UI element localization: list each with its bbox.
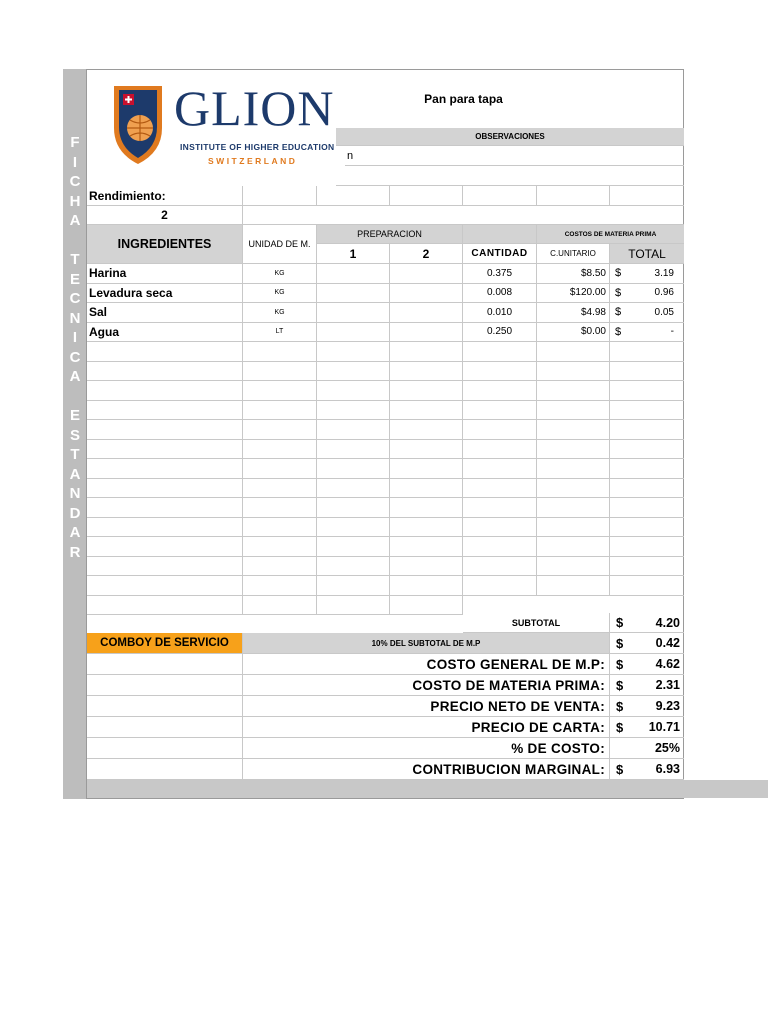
table-cell[interactable]: [317, 537, 390, 557]
table-cell[interactable]: [317, 498, 390, 518]
quantity-header: CANTIDAD: [463, 244, 537, 264]
ingredient-name[interactable]: Levadura seca: [87, 284, 243, 304]
side-title-letter: T: [70, 446, 80, 463]
subtotal-cell: [610, 613, 684, 633]
table-cell[interactable]: [87, 381, 243, 401]
table-cell[interactable]: [537, 459, 610, 479]
table-cell[interactable]: [390, 498, 463, 518]
summary-blank: [87, 675, 243, 696]
footer-strip: [87, 780, 768, 798]
table-cell[interactable]: [463, 440, 537, 460]
service-label: COMBOY DE SERVICIO: [87, 633, 243, 654]
table-cell[interactable]: [537, 537, 610, 557]
side-title-letter: R: [69, 543, 81, 561]
summary-currency: $: [616, 719, 624, 735]
table-cell[interactable]: [537, 420, 610, 440]
table-cell[interactable]: [243, 381, 317, 401]
subtotal-value: 4.20: [655, 615, 680, 630]
table-cell[interactable]: [243, 518, 317, 538]
prep-1-header: 1: [317, 244, 390, 264]
summary-value-cell[interactable]: [610, 675, 684, 696]
table-cell[interactable]: [317, 420, 390, 440]
table-cell[interactable]: [463, 401, 537, 421]
logo-wordmark: GLION: [174, 80, 335, 136]
table-cell[interactable]: [317, 557, 390, 577]
table-cell[interactable]: [390, 596, 463, 616]
raw-costs-header: COSTOS DE MATERIA PRIMA: [537, 225, 684, 244]
table-cell[interactable]: [87, 342, 243, 362]
side-title-letter: C: [69, 173, 81, 190]
summary-currency: $: [616, 656, 624, 672]
table-cell[interactable]: [243, 342, 317, 362]
table-cell[interactable]: [537, 576, 610, 596]
table-cell[interactable]: [463, 362, 537, 382]
grid-cell: [537, 186, 610, 206]
ingredient-unit-cost[interactable]: $120.00: [537, 284, 610, 304]
table-cell[interactable]: [317, 342, 390, 362]
table-cell[interactable]: [463, 537, 537, 557]
grid-cell: [463, 186, 537, 206]
summary-blank: [87, 738, 243, 759]
side-title-letter: H: [69, 192, 81, 210]
ingredient-total-value: 0.96: [654, 287, 674, 299]
table-cell[interactable]: [317, 323, 390, 343]
table-cell[interactable]: [610, 362, 684, 382]
table-cell[interactable]: [537, 557, 610, 577]
table-cell[interactable]: [317, 479, 390, 499]
side-title-letter: N: [69, 309, 81, 327]
side-title-letter: A: [69, 465, 81, 483]
ingredient-total-value: -: [670, 326, 674, 338]
ingredient-quantity[interactable]: 0.008: [463, 284, 537, 304]
table-cell[interactable]: [390, 479, 463, 499]
table-cell[interactable]: [463, 557, 537, 577]
summary-value: 10.71: [648, 720, 680, 734]
table-cell[interactable]: [610, 518, 684, 538]
ingredient-quantity[interactable]: 0.250: [463, 323, 537, 343]
table-cell[interactable]: [317, 459, 390, 479]
summary-value: 25%: [654, 741, 680, 755]
table-cell[interactable]: [317, 362, 390, 382]
side-title-letter: A: [69, 368, 81, 385]
yield-label: Rendimiento:: [87, 186, 243, 206]
ingredient-unit[interactable]: LT: [243, 323, 317, 343]
summary-value: 6.93: [655, 762, 680, 776]
ingredient-name[interactable]: Agua: [87, 323, 243, 343]
summary-value-cell[interactable]: [610, 696, 684, 717]
table-cell[interactable]: [317, 303, 390, 323]
table-cell[interactable]: [243, 576, 317, 596]
summary-label: % DE COSTO:: [243, 738, 610, 759]
logo-country: SWITZERLAND: [208, 156, 298, 166]
ingredient-unit-cost[interactable]: $0.00: [537, 323, 610, 343]
table-cell[interactable]: [87, 420, 243, 440]
summary-value-cell[interactable]: [610, 717, 684, 738]
unit-cost-header: C.UNITARIO: [537, 244, 610, 264]
table-cell[interactable]: [87, 401, 243, 421]
table-cell[interactable]: [87, 518, 243, 538]
summary-value: 2.31: [655, 678, 680, 692]
table-cell[interactable]: [317, 381, 390, 401]
table-cell[interactable]: [537, 401, 610, 421]
table-cell[interactable]: [463, 498, 537, 518]
ingredient-total-value: 3.19: [654, 267, 674, 279]
table-cell[interactable]: [537, 498, 610, 518]
table-cell[interactable]: [390, 459, 463, 479]
summary-value-cell[interactable]: [610, 759, 684, 780]
shield-icon: [110, 82, 166, 166]
table-cell[interactable]: [463, 420, 537, 440]
table-cell[interactable]: [390, 381, 463, 401]
table-cell[interactable]: [317, 284, 390, 304]
table-cell[interactable]: [463, 342, 537, 362]
unit-header: UNIDAD DE M.: [243, 225, 317, 264]
table-cell[interactable]: [390, 420, 463, 440]
table-cell[interactable]: [317, 576, 390, 596]
table-cell[interactable]: [390, 557, 463, 577]
subtotal-currency: $: [616, 615, 624, 630]
summary-currency: $: [616, 677, 624, 693]
table-cell[interactable]: [610, 537, 684, 557]
ingredient-unit[interactable]: KG: [243, 303, 317, 323]
table-cell[interactable]: [463, 576, 537, 596]
table-cell[interactable]: [87, 459, 243, 479]
summary-blank: [87, 717, 243, 738]
ingredient-total[interactable]: [610, 264, 684, 284]
table-cell[interactable]: [537, 342, 610, 362]
table-cell[interactable]: [610, 498, 684, 518]
table-cell[interactable]: [243, 459, 317, 479]
ingredient-name[interactable]: Sal: [87, 303, 243, 323]
service-note: 10% DEL SUBTOTAL DE M.P: [243, 633, 610, 654]
table-cell[interactable]: [390, 284, 463, 304]
table-cell[interactable]: [317, 596, 390, 616]
table-cell[interactable]: [390, 440, 463, 460]
ingredient-total-value: 0.05: [654, 306, 674, 318]
table-cell[interactable]: [463, 518, 537, 538]
table-cell[interactable]: [610, 459, 684, 479]
table-cell[interactable]: [390, 362, 463, 382]
table-cell[interactable]: [243, 401, 317, 421]
table-cell[interactable]: [87, 596, 243, 616]
table-cell[interactable]: [610, 342, 684, 362]
table-cell[interactable]: [243, 362, 317, 382]
service-currency: $: [616, 635, 624, 651]
side-title-letter: C: [69, 348, 81, 366]
side-title-letter: F: [70, 134, 80, 151]
table-cell[interactable]: [610, 576, 684, 596]
grid-cell: [317, 186, 390, 206]
grid-cell: [243, 186, 317, 206]
yield-value[interactable]: 2: [87, 206, 243, 225]
ingredient-quantity[interactable]: 0.375: [463, 264, 537, 284]
table-cell[interactable]: [243, 596, 317, 616]
table-cell[interactable]: [390, 342, 463, 362]
table-cell[interactable]: [87, 362, 243, 382]
table-cell[interactable]: [317, 401, 390, 421]
ingredient-unit[interactable]: KG: [243, 284, 317, 304]
total-header: TOTAL: [610, 244, 684, 264]
table-cell[interactable]: [243, 440, 317, 460]
table-cell[interactable]: [87, 537, 243, 557]
service-cell: [610, 633, 684, 654]
table-cell[interactable]: [610, 479, 684, 499]
table-cell[interactable]: [317, 440, 390, 460]
observations-field-2[interactable]: [336, 166, 684, 186]
side-title-letter: A: [69, 524, 81, 541]
summary-label: PRECIO NETO DE VENTA:: [243, 696, 610, 717]
side-title-letter: I: [72, 329, 78, 346]
table-cell[interactable]: [87, 440, 243, 460]
summary-label: COSTO GENERAL DE M.P:: [243, 654, 610, 675]
table-cell[interactable]: [243, 420, 317, 440]
table-cell[interactable]: [463, 381, 537, 401]
subtotal-label: SUBTOTAL: [463, 613, 610, 633]
service-value: 0.42: [655, 636, 680, 650]
summary-blank: [87, 654, 243, 675]
table-cell[interactable]: [390, 264, 463, 284]
table-cell[interactable]: [537, 479, 610, 499]
ingredient-name[interactable]: Harina: [87, 264, 243, 284]
side-title-letter: A: [69, 212, 81, 229]
ingredient-total-currency: $: [615, 306, 622, 319]
table-cell[interactable]: [87, 557, 243, 577]
table-cell[interactable]: [610, 420, 684, 440]
table-cell[interactable]: [390, 323, 463, 343]
ingredient-quantity[interactable]: 0.010: [463, 303, 537, 323]
ingredient-unit-cost[interactable]: $4.98: [537, 303, 610, 323]
side-title-letter: D: [69, 504, 81, 522]
summary-value-cell[interactable]: [610, 738, 684, 759]
summary-value: 4.62: [655, 657, 680, 671]
summary-value-cell[interactable]: [610, 654, 684, 675]
table-cell[interactable]: [390, 401, 463, 421]
side-title-bar: [63, 69, 87, 799]
table-cell[interactable]: [390, 303, 463, 323]
summary-currency: $: [616, 698, 624, 714]
table-cell[interactable]: [390, 518, 463, 538]
observations-header: OBSERVACIONES: [336, 128, 684, 146]
ingredient-total[interactable]: [610, 303, 684, 323]
side-title-letter: S: [69, 426, 80, 444]
table-cell[interactable]: [610, 381, 684, 401]
table-cell[interactable]: [463, 479, 537, 499]
table-cell[interactable]: [537, 518, 610, 538]
ingredient-total-currency: $: [615, 267, 622, 280]
side-title-letter: C: [69, 290, 81, 307]
side-title-letter: T: [70, 251, 80, 268]
summary-currency: $: [616, 761, 624, 777]
ingredient-unit-cost[interactable]: $8.50: [537, 264, 610, 284]
table-cell[interactable]: [610, 557, 684, 577]
ingredients-header: INGREDIENTES: [87, 225, 243, 264]
ingredient-total-currency: $: [615, 286, 622, 299]
grid-cell: [243, 206, 684, 225]
table-cell[interactable]: [243, 537, 317, 557]
table-cell[interactable]: [537, 440, 610, 460]
side-title-letter: I: [72, 153, 78, 171]
summary-blank: [87, 759, 243, 780]
table-cell[interactable]: [243, 557, 317, 577]
summary-label: CONTRIBUCION MARGINAL:: [243, 759, 610, 780]
summary-value: 9.23: [655, 699, 680, 713]
preparation-header: PREPARACION: [317, 225, 463, 244]
grid-cell: [463, 225, 537, 244]
table-cell[interactable]: [463, 459, 537, 479]
ingredient-total-currency: $: [615, 325, 622, 338]
recipe-title[interactable]: Pan para tapa: [424, 92, 503, 106]
summary-blank: [87, 696, 243, 717]
table-cell[interactable]: [390, 537, 463, 557]
table-cell[interactable]: [243, 479, 317, 499]
grid-cell: [610, 186, 684, 206]
summary-label: PRECIO DE CARTA:: [243, 717, 610, 738]
summary-label: COSTO DE MATERIA PRIMA:: [243, 675, 610, 696]
table-cell[interactable]: [243, 498, 317, 518]
table-cell[interactable]: [317, 518, 390, 538]
prep-2-header: 2: [390, 244, 463, 264]
side-title-letter: E: [69, 270, 80, 288]
ingredient-total[interactable]: [610, 284, 684, 304]
table-cell[interactable]: [610, 401, 684, 421]
table-cell[interactable]: [537, 381, 610, 401]
table-cell[interactable]: [87, 576, 243, 596]
table-cell[interactable]: [537, 362, 610, 382]
side-title-letter: E: [69, 407, 80, 424]
table-cell[interactable]: [87, 479, 243, 499]
side-title-letter: N: [69, 485, 81, 502]
grid-cell: [390, 186, 463, 206]
table-cell[interactable]: [87, 498, 243, 518]
logo-subtitle: INSTITUTE OF HIGHER EDUCATION: [180, 142, 335, 152]
table-cell[interactable]: [317, 264, 390, 284]
ingredient-unit[interactable]: KG: [243, 264, 317, 284]
table-cell[interactable]: [610, 440, 684, 460]
table-cell[interactable]: [390, 576, 463, 596]
observations-field[interactable]: n: [345, 146, 684, 166]
ingredient-total[interactable]: [610, 323, 684, 343]
